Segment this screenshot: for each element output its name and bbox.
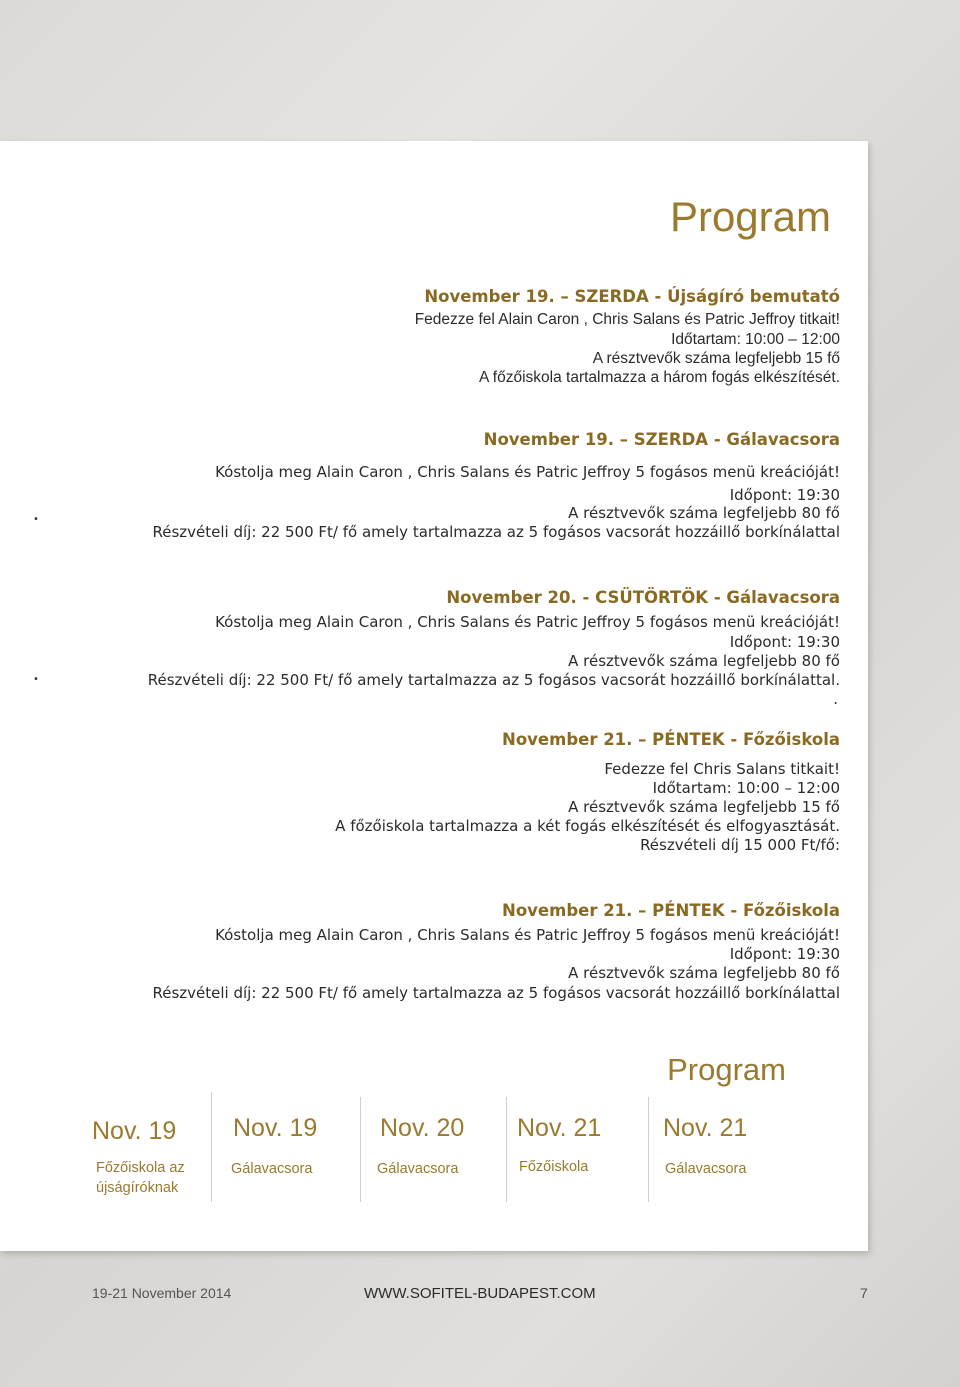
bullet-marker: • — [33, 514, 39, 525]
section-4-line: Fedezze fel Chris Salans titkait! — [604, 760, 840, 778]
page-number: 7 — [860, 1285, 868, 1301]
section-4-heading: November 21. – PÉNTEK - Főzőiskola — [502, 730, 840, 749]
section-5-line: Részvételi díj: 22 500 Ft/ fő amely tartalmazza az 5 fogásos vacsorát hozzáillő borkínálattal — [152, 984, 840, 1002]
section-3-line: Részvételi díj: 22 500 Ft/ fő amely tartalmazza az 5 fogásos vacsorát hozzáillő borkínálattal. — [147, 671, 840, 689]
section-1-line: Fedezze fel Alain Caron , Chris Salans és Patric Jeffroy titkait! — [414, 311, 840, 328]
summary-label: Főzőiskola az újságíróknak — [96, 1160, 185, 1196]
section-1-line: A résztvevők száma legfeljebb 15 fő — [592, 350, 840, 367]
stray-dot: . — [833, 690, 838, 708]
section-4-line: A résztvevők száma legfeljebb 15 fő — [568, 798, 840, 816]
summary-date: Nov. 19 — [233, 1114, 318, 1142]
bullet-marker: • — [33, 674, 39, 685]
section-4-line: Időtartam: 10:00 – 12:00 — [652, 779, 840, 797]
section-5-line: Időpont: 19:30 — [729, 945, 840, 963]
footer-dates: 19-21 November 2014 — [92, 1285, 232, 1301]
section-5-line: Kóstolja meg Alain Caron , Chris Salans és Patric Jeffroy 5 fogásos menü kreációját! — [215, 926, 840, 944]
summary-date: Nov. 21 — [663, 1114, 748, 1142]
section-4-line: Részvételi díj 15 000 Ft/fő: — [640, 836, 840, 854]
summary-date: Nov. 20 — [380, 1114, 465, 1142]
section-3-line: Időpont: 19:30 — [729, 633, 840, 651]
section-1-line: Időtartam: 10:00 – 12:00 — [671, 331, 840, 348]
section-2-line: Időpont: 19:30 — [729, 486, 840, 504]
footer-website-link[interactable]: WWW.SOFITEL-BUDAPEST.COM — [364, 1285, 596, 1302]
column-divider — [211, 1092, 212, 1202]
summary-date: Nov. 19 — [92, 1117, 177, 1145]
section-5-heading: November 21. – PÉNTEK - Főzőiskola — [502, 901, 840, 920]
section-4-line: A főzőiskola tartalmazza a két fogás elkészítését és elfogyasztását. — [335, 817, 840, 835]
section-3-line: A résztvevők száma legfeljebb 80 fő — [568, 652, 840, 670]
summary-label: Gálavacsora — [231, 1161, 313, 1177]
summary-label: Főzőiskola — [519, 1159, 589, 1175]
section-5-line: A résztvevők száma legfeljebb 80 fő — [568, 964, 840, 982]
summary-label: Gálavacsora — [665, 1161, 747, 1177]
section-2-line: A résztvevők száma legfeljebb 80 fő — [568, 504, 840, 522]
section-2-line: Részvételi díj: 22 500 Ft/ fő amely tartalmazza az 5 fogásos vacsorát hozzáillő borkínálattal — [152, 523, 840, 541]
summary-date: Nov. 21 — [517, 1114, 602, 1142]
column-divider — [506, 1097, 507, 1202]
section-1-line: A főzőiskola tartalmazza a három fogás elkészítését. — [479, 369, 840, 386]
section-1-heading: November 19. – SZERDA - Újságíró bemutató — [424, 287, 840, 306]
summary-label: Gálavacsora — [377, 1161, 459, 1177]
section-3-line: Kóstolja meg Alain Caron , Chris Salans és Patric Jeffroy 5 fogásos menü kreációját! — [215, 613, 840, 631]
column-divider — [648, 1097, 649, 1202]
column-divider — [360, 1097, 361, 1202]
section-2-heading: November 19. – SZERDA - Gálavacsora — [483, 430, 840, 449]
summary-title: Program — [667, 1052, 786, 1087]
section-2-line: Kóstolja meg Alain Caron , Chris Salans és Patric Jeffroy 5 fogásos menü kreációját! — [215, 463, 840, 481]
section-3-heading: November 20. - CSÜTÖRTÖK - Gálavacsora — [446, 588, 840, 607]
page-title: Program — [669, 193, 831, 240]
